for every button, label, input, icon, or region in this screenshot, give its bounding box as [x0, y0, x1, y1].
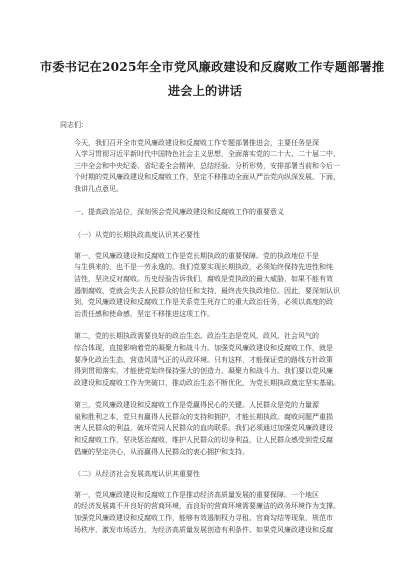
- body-paragraph: [60, 400, 352, 458]
- section-heading: 一、提高政治站位，深刻领会党风廉政建设和反腐败工作的重要意义: [74, 207, 284, 216]
- paragraph-line: 三中全会和中央纪委、省纪委全会精神，总结经验、分析形势，安排部署当前和今后一: [74, 161, 340, 170]
- body-paragraph: [60, 331, 352, 389]
- paragraph-line: 和反腐败工作，坚决惩治腐败，维护人民群众的切身利益，让人民群众感受到党反腐: [74, 436, 333, 445]
- paragraph-line: 泉和胜利之本，党只有赢得人民群众的支持和拥护，才能长期执政。腐败问题严重损: [74, 412, 333, 421]
- paragraph-line: 政建设和反腐败工作为突破口，推动政治生态不断优化，为党长期执政奠定坚实基础。: [74, 378, 340, 387]
- paragraph-line: 第一，党风廉政建设和反腐败工作是党长期执政的重要保障。党的执政地位不是: [74, 251, 319, 260]
- paragraph-line: 要净化政治生态，营造风清气正的从政环境。只有这样，才能保证党的路线方针政策: [74, 355, 333, 364]
- paragraph-line: 到，党风廉政建设和反腐败工作是关系党生死存亡的重大政治任务，必须以高度的政: [74, 298, 333, 307]
- paragraph-line: 的经济发展离不开良好的营商环境，而良好的营商环境需要廉洁的政务环境作为支撑。: [74, 502, 340, 511]
- body-paragraph: [60, 251, 352, 321]
- paragraph-line: 第二，党的长期执政需要良好的政治生态。政治生态是党风、政风、社会风气的: [74, 332, 319, 341]
- paragraph-line: 第一，党风廉政建设和反腐败工作是推动经济高质量发展的重要保障。一个地区: [74, 490, 319, 499]
- body-paragraph: [60, 490, 352, 536]
- paragraph-line: 倡廉的坚定决心，从而赢得人民群众的衷心拥护和支持。: [74, 447, 249, 456]
- intro-paragraph: [60, 138, 352, 196]
- document-body: [60, 120, 352, 547]
- subsection-heading: （二）从经济社会发展高度认识其重要性: [74, 470, 200, 479]
- title-line: 进会上的讲话: [167, 84, 243, 98]
- subsection-heading: （一）从党的长期执政高度认识其必要性: [74, 231, 200, 240]
- paragraph-line: 第三，党风廉政建设和反腐败工作是党赢得民心的关键。人民群众是党的力量源: [74, 401, 319, 410]
- salutation: 同志们：: [60, 121, 88, 129]
- paragraph-line: 遏制腐败，党就会失去人民群众的信任和支持，最终丧失执政地位。因此，要深刻认识: [74, 286, 340, 295]
- paragraph-line: 洁性，坚决反对腐败。历史经验告诉我们，腐败是党执政的最大威胁，如果不能有效: [74, 274, 333, 283]
- paragraph-line: 得到贯彻落实，才能使党始终保持强大的创造力、凝聚力和战斗力。我们要以党风廉: [74, 367, 333, 376]
- paragraph-line: 我讲几点意见。: [74, 184, 123, 193]
- paragraph-line: 今天，我们召开全市党风廉政建设和反腐败工作专题部署推进会，主要任务是深: [74, 138, 319, 147]
- title-line: 市委书记在2025年全市党风廉政建设和反腐败工作专题部署推: [40, 60, 385, 74]
- paragraph-line: 入学习贯彻习近平新时代中国特色社会主义思想，全面落实党的二十大、二十届二中、: [74, 150, 340, 159]
- document-title: [40, 55, 385, 103]
- paragraph-line: 害人民群众的利益，破坏党同人民群众的血肉联系。我们必须通过加强党风廉政建设: [74, 424, 333, 433]
- paragraph-line: 治责任感和使命感，坚定不移推进这项工作。: [74, 309, 214, 318]
- paragraph-line: 加强党风廉政建设和反腐败工作，能够有效遏制权力寻租、官商勾结等现象，规范市: [74, 514, 333, 523]
- paragraph-line: 场秩序，激发市场活力，为经济高质量发展创造有利条件。如果党风廉政建设和反腐: [74, 525, 333, 534]
- paragraph-line: 与生俱来的，也不是一劳永逸的。我们党要实现长期执政，必须始终保持先进性和纯: [74, 263, 333, 272]
- paragraph-line: 个时期的党风廉政建设和反腐败工作，坚定不移推动全面从严治党向纵深发展。下面，: [74, 173, 340, 182]
- paragraph-line: 综合体现，直接影响着党的凝聚力和战斗力。加强党风廉政建设和反腐败工作，就是: [74, 343, 333, 352]
